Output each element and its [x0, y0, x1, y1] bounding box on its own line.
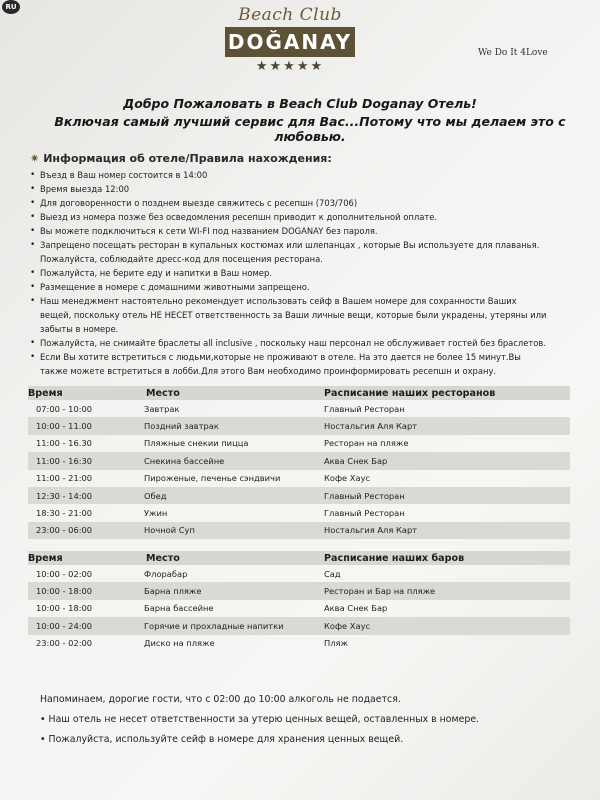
table-row	[28, 522, 570, 539]
footer-bullet: • Пожалуйста, используйте сейф в номере для хранения ценных вещей.	[40, 734, 404, 745]
cell-place: Ночной Суп	[144, 525, 195, 536]
rule-item: • Пожалуйста, не снимайте браслеты all inclusive , поскольку наш персонал не обслуживает гостей без браслетов.	[30, 336, 550, 350]
cell-place: Обед	[144, 490, 167, 501]
cell-time: 10:00 - 18:00	[36, 586, 93, 597]
footer-bullet-text: Пожалуйста, используйте сейф в номере для хранения ценных вещей.	[48, 734, 404, 745]
cell-time: 07:00 - 10:00	[36, 403, 93, 414]
info-title-text: Информация об отеле/Правила нахождения:	[43, 152, 332, 165]
table-row	[28, 400, 570, 417]
cell-venue: Главный Ресторан	[324, 490, 405, 501]
col-header-time: Время	[28, 552, 63, 564]
cell-venue: Ресторан и Бар на пляже	[324, 586, 436, 597]
cell-time: 18:30 - 21:00	[36, 508, 93, 519]
rule-item: • Въезд в Ваш номер состоится в 14:00	[30, 168, 550, 182]
star-rating-icon: ★★★★★	[255, 59, 325, 74]
cell-venue: Ностальгия Аля Карт	[324, 525, 418, 536]
cell-place: Поздний завтрак	[144, 421, 219, 432]
rules-list	[30, 168, 550, 378]
cell-time: 10:00 - 24:00	[36, 620, 93, 631]
rule-item: • Размещение в номере с домашними животными запрещено.	[30, 280, 550, 294]
cell-place: Снекина бассейне	[144, 455, 225, 466]
cell-time: 23:00 - 06:00	[36, 525, 93, 536]
col-header-schedule: Расписание наших баров	[324, 552, 465, 564]
cell-place: Ужин	[144, 508, 168, 519]
table-row	[28, 582, 570, 599]
rule-item: • Для договоренности о позднем выезде свяжитесь с ресепшн (703/706)	[30, 196, 550, 210]
cell-venue: Аква Снек Бар	[324, 603, 388, 614]
cell-time: 10:00 - 18:00	[36, 603, 93, 614]
table-row	[28, 600, 570, 617]
table-header	[28, 386, 570, 400]
table-header	[28, 551, 570, 565]
rule-item: • Выезд из номера позже без осведомления ресепшн приводит к дополнительной оплате.	[30, 210, 550, 224]
language-badge: RU	[2, 0, 20, 14]
table-row	[28, 417, 570, 434]
rule-item: • Время выезда 12:00	[30, 182, 550, 196]
cell-place: Завтрак	[144, 403, 180, 414]
cell-venue: Кофе Хаус	[324, 473, 371, 484]
table-row	[28, 435, 570, 452]
cell-time: 10:00 - 11.00	[36, 421, 92, 432]
cell-place: Пляжные снекии пицца	[144, 438, 249, 449]
cell-venue: Аква Снек Бар	[324, 455, 388, 466]
cell-time: 10:00 - 02:00	[36, 568, 93, 579]
logo-script-text: Beach Club	[238, 5, 342, 25]
info-section-title	[30, 152, 332, 165]
asterisk-icon: ✷	[30, 152, 40, 165]
cell-venue: Кофе Хаус	[324, 620, 371, 631]
cell-time: 11:00 - 21:00	[36, 473, 93, 484]
alcohol-notice: Напоминаем, дорогие гости, что с 02:00 до 10:00 алкоголь не подается.	[40, 694, 401, 705]
table-row	[28, 617, 570, 634]
welcome-heading: Добро Пожаловать в Beach Club Doganay Отель!	[123, 96, 477, 111]
restaurant-schedule-table	[28, 386, 570, 539]
cell-venue: Ностальгия Аля Карт	[324, 421, 418, 432]
footer-bullet: • Наш отель не несет ответственности за утерю ценных вещей, оставленных в номере.	[40, 714, 480, 725]
col-header-schedule: Расписание наших ресторанов	[324, 387, 496, 399]
cell-place: Пироженые, печенье сэндвичи	[144, 473, 281, 484]
cell-venue: Сад	[324, 568, 341, 579]
table-row	[28, 452, 570, 469]
rule-item: • Пожалуйста, не берите еду и напитки в Ваш номер.	[30, 266, 550, 280]
cell-place: Барна бассейне	[144, 603, 214, 614]
footer-notes	[40, 690, 570, 750]
hotel-logo	[224, 4, 356, 74]
footer-bullet-text: Наш отель не несет ответственности за утерю ценных вещей, оставленных в номере.	[48, 714, 480, 725]
table-row	[28, 635, 570, 652]
table-row	[28, 565, 570, 582]
cell-place: Диско на пляже	[144, 638, 215, 649]
logo-name-box: DOĞANAY	[225, 27, 355, 57]
rule-item: • Запрещено посещать ресторан в купальных костюмах или шлепанцах , которые Вы используете для плаванья. Пожалуйста, соблюдайте дресс-код для посещения ресторана.	[30, 238, 550, 266]
col-header-time: Время	[28, 387, 63, 399]
welcome-subheading: Включая самый лучший сервис для Вас...Потому что мы делаем это с любовью.	[54, 114, 566, 144]
cell-venue: Главный Ресторан	[324, 508, 405, 519]
cell-venue: Пляж	[324, 638, 349, 649]
col-header-place: Место	[146, 552, 180, 564]
table-row	[28, 487, 570, 504]
rule-item: • Вы можете подключиться к сети WI-FI под названием DOGANAY без пароля.	[30, 224, 550, 238]
cell-venue: Ресторан на пляже	[324, 438, 409, 449]
motto-text: We Do It 4Love	[478, 48, 548, 58]
cell-time: 11:00 - 16.30	[36, 438, 92, 449]
table-row	[28, 470, 570, 487]
bar-schedule-table	[28, 551, 570, 652]
cell-time: 11:00 - 16:30	[36, 455, 93, 466]
rule-item: • Наш менеджмент настоятельно рекомендует использовать сейф в Вашем номере для сохранности Ваших вещей, поскольку отель НЕ НЕСЕТ ответственность за Ваши личные вещи, которые были украдены, утеряны или забыты в номере.	[30, 294, 550, 336]
table-row	[28, 504, 570, 521]
rule-item: • Если Вы хотите встретиться с людьми,которые не проживают в отеле. На это дается не более 15 минут.Вы также можете встретиться в лобби.Для этого Вам необходимо проинформировать ресепшн и охрану.	[30, 350, 550, 378]
cell-time: 23:00 - 02:00	[36, 638, 93, 649]
cell-place: Барна пляже	[144, 586, 202, 597]
cell-time: 12:30 - 14:00	[36, 490, 93, 501]
cell-venue: Главный Ресторан	[324, 403, 405, 414]
cell-place: Горячие и прохладные напитки	[144, 620, 284, 631]
cell-place: Флорабар	[144, 568, 188, 579]
col-header-place: Место	[146, 387, 180, 399]
